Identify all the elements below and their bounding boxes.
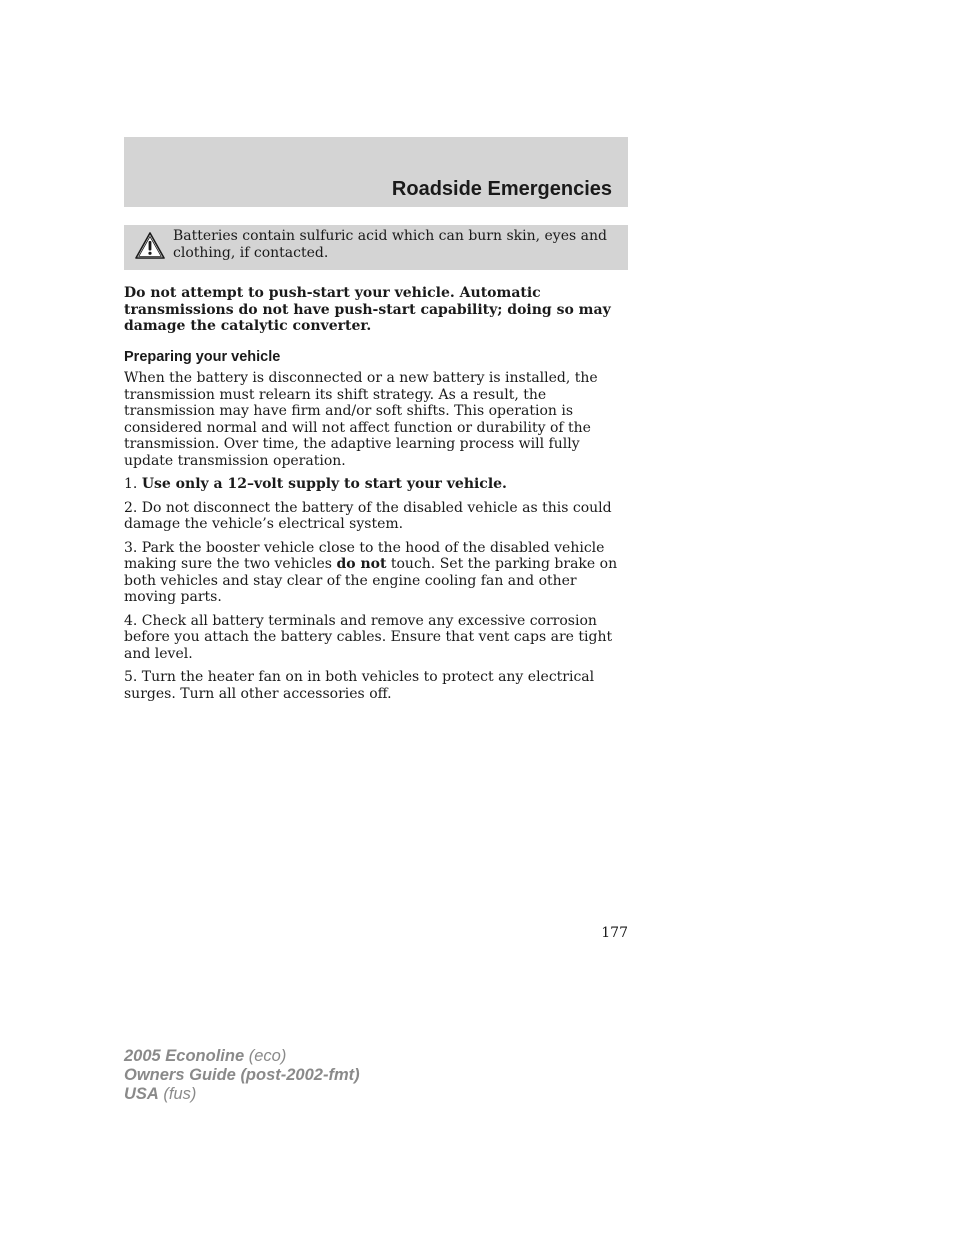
step-1-text: Use only a 12–volt supply to start your vehicle. — [141, 476, 507, 492]
page-content — [124, 285, 629, 709]
step-3 — [124, 540, 629, 606]
step-1 — [124, 476, 629, 493]
warning-box — [124, 225, 628, 270]
document-footer — [124, 1047, 360, 1104]
step-1-number: 1. — [124, 476, 142, 492]
step-3-before: 3. Park the booster vehicle close to the hood of the disabled vehicle making sure the two vehicles — [124, 539, 605, 572]
step-4: 4. Check all battery terminals and remove any excessive corrosion before you attach the battery cables. Ensure that vent caps are tight and level. — [124, 612, 613, 662]
footer-line-3: USA (fus) — [124, 1085, 197, 1103]
push-start-notice: Do not attempt to push-start your vehicle. Automatic transmissions do not have push-start capability; doing so may damage the catalytic converter. — [124, 285, 611, 334]
section-title: Roadside Emergencies — [391, 178, 612, 200]
intro-paragraph: When the battery is disconnected or a new battery is installed, the transmission must relearn its shift strategy. As a result, the transmission may have firm and/or soft shifts. This operation is considered normal and will not affect function or durability of the transmission. Over time, the adaptive learning process will fully update transmission operation. — [124, 370, 598, 469]
step-3-after: touch. Set the parking brake on both vehicles and stay clear of the engine cooling fan and other moving parts. — [124, 556, 618, 605]
page-number: 177 — [601, 925, 628, 941]
footer-line-2: Owners Guide (post-2002-fmt) — [124, 1066, 360, 1084]
section-heading: Preparing your vehicle — [124, 348, 281, 365]
warning-text: Batteries contain sulfuric acid which can burn skin, eyes and clothing, if contacted. — [173, 228, 607, 261]
warning-triangle-icon — [134, 231, 166, 261]
footer-line-1: 2005 Econoline (eco) — [124, 1047, 287, 1065]
section-header-band — [124, 137, 628, 207]
step-5: 5. Turn the heater fan on in both vehicles to protect any electrical surges. Turn all other accessories off. — [124, 669, 595, 702]
step-3-emphasis: do not — [336, 556, 387, 572]
step-2: 2. Do not disconnect the battery of the disabled vehicle as this could damage the vehicle’s electrical system. — [124, 499, 612, 532]
